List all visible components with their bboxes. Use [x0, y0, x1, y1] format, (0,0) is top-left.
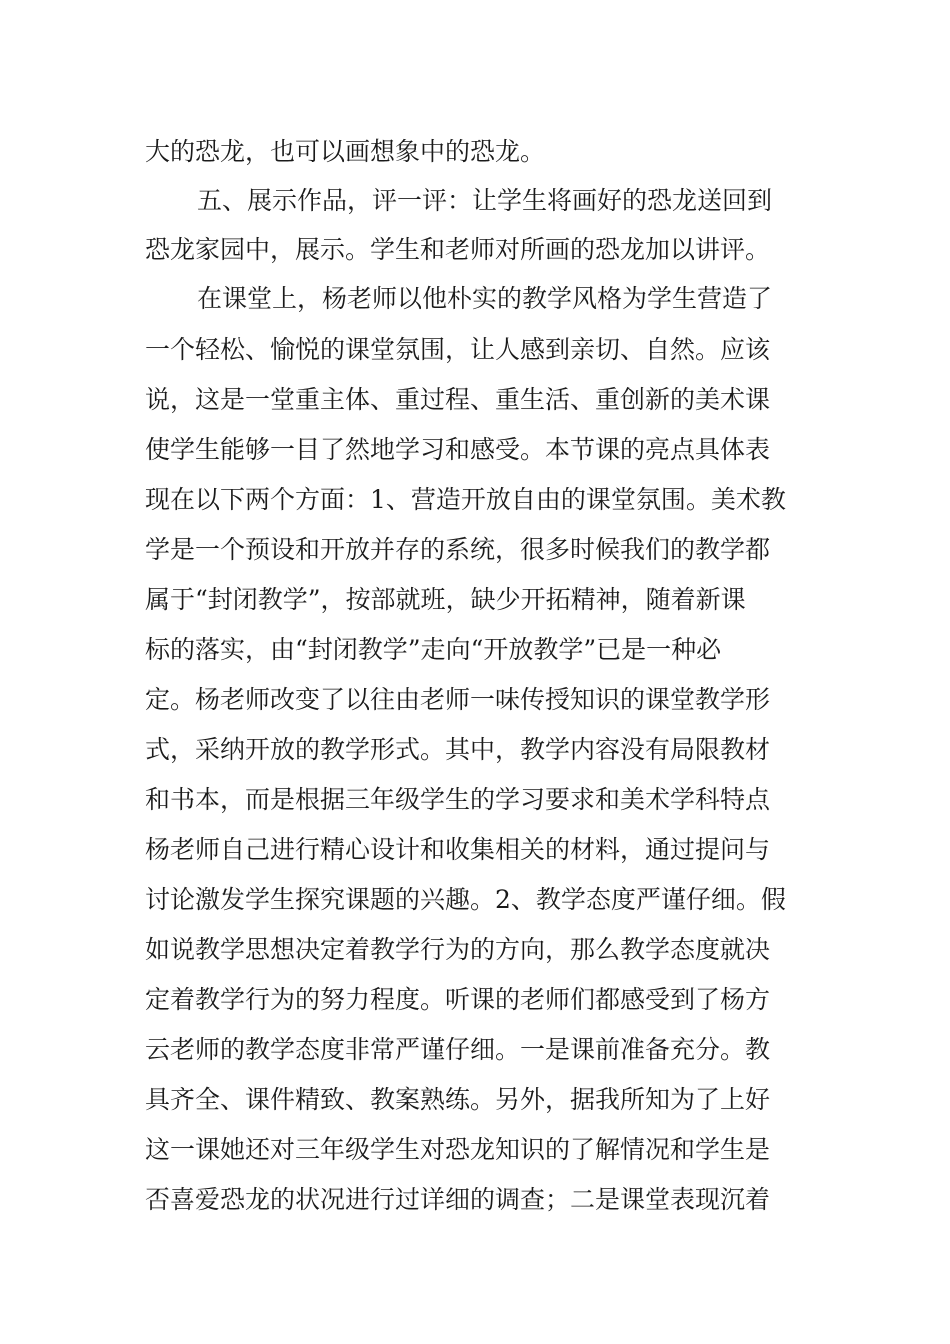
text-line: 否喜爱恐龙的状况进行过详细的调查；二是课堂表现沉着	[145, 1185, 771, 1214]
text-line: 具齐全、课件精致、教案熟练。另外，据我所知为了上好	[145, 1085, 771, 1114]
text-line: 大的恐龙，也可以画想象中的恐龙。	[145, 137, 546, 166]
text-line: 学是一个预设和开放并存的系统，很多时候我们的教学都	[145, 535, 771, 564]
text-line: 定着教学行为的努力程度。听课的老师们都感受到了杨方	[145, 985, 771, 1014]
text-line: 定。杨老师改变了以往由老师一味传授知识的课堂教学形	[145, 685, 771, 714]
text-line: 属于“封闭教学”，按部就班，缺少开拓精神，随着新课	[145, 585, 746, 614]
text-line: 云老师的教学态度非常严谨仔细。一是课前准备充分。教	[145, 1035, 771, 1064]
text-line: 讨论激发学生探究课题的兴趣。2、教学态度严谨仔细。假	[145, 885, 786, 914]
text-line: 说，这是一堂重主体、重过程、重生活、重创新的美术课	[145, 385, 771, 414]
text-line: 和书本，而是根据三年级学生的学习要求和美术学科特点	[145, 785, 771, 814]
text-line: 在课堂上，杨老师以他朴实的教学风格为学生营造了	[197, 284, 773, 313]
text-line: 标的落实，由“封闭教学”走向“开放教学”已是一种必	[145, 635, 722, 664]
text-line: 如说教学思想决定着教学行为的方向，那么教学态度就决	[145, 935, 771, 964]
text-line: 一个轻松、愉悦的课堂氛围，让人感到亲切、自然。应该	[145, 335, 771, 364]
text-line: 杨老师自己进行精心设计和收集相关的材料，通过提问与	[145, 835, 771, 864]
text-line: 恐龙家园中，展示。学生和老师对所画的恐龙加以讲评。	[145, 235, 771, 264]
text-line: 现在以下两个方面：1、营造开放自由的课堂氛围。美术教	[145, 485, 786, 514]
text-line: 五、展示作品，评一评：让学生将画好的恐龙送回到	[197, 186, 773, 215]
text-line: 使学生能够一目了然地学习和感受。本节课的亮点具体表	[145, 435, 771, 464]
text-line: 这一课她还对三年级学生对恐龙知识的了解情况和学生是	[145, 1135, 771, 1164]
text-line: 式，采纳开放的教学形式。其中，教学内容没有局限教材	[145, 735, 771, 764]
